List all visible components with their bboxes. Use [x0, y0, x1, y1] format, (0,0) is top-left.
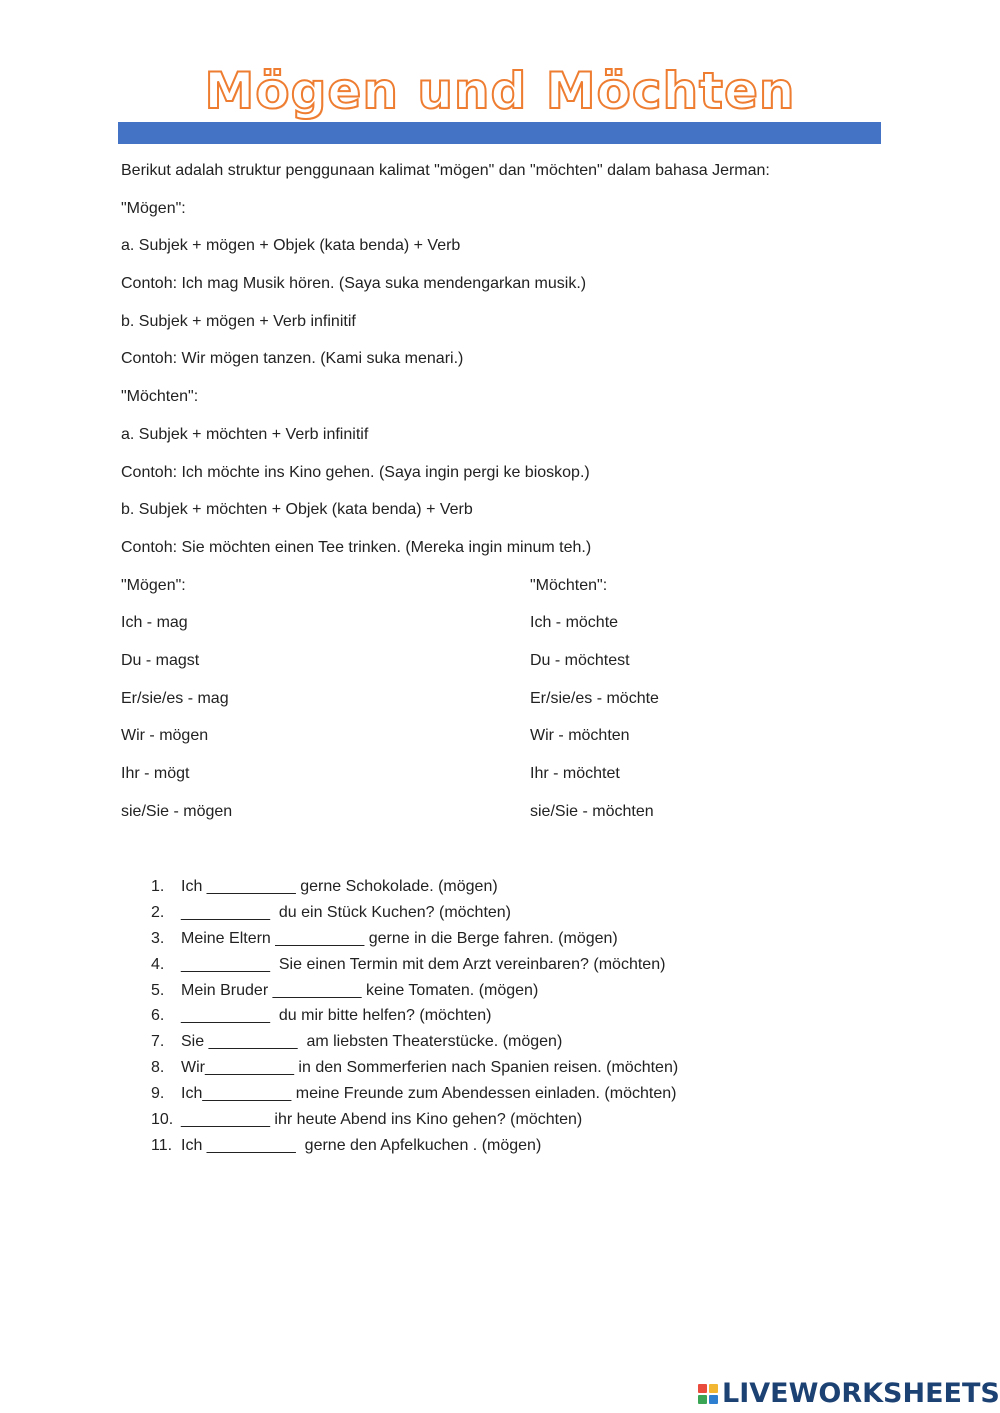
conjugation-row: sie/Sie - möchten — [530, 802, 654, 820]
conjugation-heading: "Mögen": — [121, 576, 186, 594]
exercise-list — [151, 875, 678, 1160]
conjugation-row: Ihr - möchtet — [530, 765, 620, 782]
exercise-number: 4. — [151, 955, 165, 973]
example-line: Contoh: Ich möchte ins Kino gehen. (Saya ingin pergi ke bioskop.) — [121, 463, 590, 481]
exercise-item — [151, 927, 678, 953]
exercise-text: Sie __________ am liebsten Theaterstücke. (mögen) — [181, 1033, 563, 1051]
conjugation-row: Er/sie/es - mag — [121, 689, 229, 707]
conjugation-row: Wir - mögen — [121, 727, 209, 745]
exercise-number: 6. — [151, 1007, 165, 1025]
intro-text: Berikut adalah struktur penggunaan kalimat "mögen" dan "möchten" dalam bahasa Jerman: — [121, 162, 770, 179]
logo-square-4 — [709, 1395, 718, 1404]
exercise-number: 7. — [151, 1033, 165, 1051]
exercise-item — [151, 901, 678, 927]
exercise-number: 2. — [151, 903, 165, 921]
conjugation-row: Du - möchtest — [530, 651, 630, 669]
section-heading-moechten: "Möchten": — [121, 388, 199, 406]
conjugation-row: Ihr - mögt — [121, 765, 190, 782]
exercise-item — [151, 979, 678, 1005]
exercise-item — [151, 1082, 678, 1108]
rule-line: b. Subjek + mögen + Verb infinitif — [121, 312, 356, 330]
exercise-text: Ich __________ gerne den Apfelkuchen . (mögen) — [181, 1136, 542, 1154]
exercise-number: 11. — [151, 1136, 173, 1154]
exercise-text: __________ du mir bitte helfen? (möchten) — [181, 1007, 492, 1025]
rule-line: a. Subjek + mögen + Objek (kata benda) + Verb — [121, 237, 461, 255]
rule-line: a. Subjek + möchten + Verb infinitif — [121, 425, 369, 443]
section-heading-moegen: "Mögen": — [121, 199, 186, 217]
grammar-explanation — [121, 158, 881, 836]
exercise-item — [151, 1108, 678, 1134]
example-line: Contoh: Sie möchten einen Tee trinken. (Mereka ingin minum teh.) — [121, 538, 592, 556]
exercise-text: __________ Sie einen Termin mit dem Arzt vereinbaren? (möchten) — [181, 955, 666, 973]
conjugation-row: Ich - möchte — [530, 614, 619, 632]
title-underline-bar — [118, 122, 881, 144]
conjugation-row: Wir - möchten — [530, 727, 630, 745]
exercise-text: __________ du ein Stück Kuchen? (möchten) — [181, 903, 512, 921]
exercise-item — [151, 1134, 678, 1160]
exercise-item — [151, 953, 678, 979]
exercise-number: 10. — [151, 1111, 174, 1129]
exercise-item — [151, 1030, 678, 1056]
exercise-item — [151, 1056, 678, 1082]
example-line: Contoh: Wir mögen tanzen. (Kami suka menari.) — [121, 350, 464, 368]
exercise-number: 1. — [151, 878, 165, 895]
conjugation-table — [121, 573, 881, 837]
conjugation-row: Ich - mag — [121, 614, 188, 632]
conjugation-row: Du - magst — [121, 651, 200, 669]
conjugation-row: sie/Sie - mögen — [121, 802, 233, 820]
logo-square-3 — [698, 1395, 707, 1404]
logo-square-2 — [709, 1384, 718, 1393]
conjugation-moechten-column — [530, 573, 870, 837]
exercise-number: 3. — [151, 929, 165, 947]
exercise-text: Meine Eltern __________ gerne in die Berge fahren. (mögen) — [181, 929, 618, 947]
conjugation-moegen-column — [121, 573, 530, 837]
exercise-text: __________ ihr heute Abend ins Kino gehen? (möchten) — [181, 1111, 583, 1129]
exercise-number: 5. — [151, 981, 165, 999]
example-line: Contoh: Ich mag Musik hören. (Saya suka mendengarkan musik.) — [121, 275, 587, 293]
exercise-item — [151, 1004, 678, 1030]
logo-square-1 — [698, 1384, 707, 1393]
logo-grid-icon — [698, 1384, 718, 1404]
rule-line: b. Subjek + möchten + Objek (kata benda) + Verb — [121, 501, 473, 519]
exercise-number: 9. — [151, 1085, 165, 1103]
document-title: Mögen und Möchten — [204, 62, 796, 120]
exercise-number: 8. — [151, 1059, 165, 1077]
exercise-item — [151, 875, 678, 901]
conjugation-row: Er/sie/es - möchte — [530, 689, 659, 707]
exercise-text: Wir__________ in den Sommerferien nach Spanien reisen. (möchten) — [181, 1059, 679, 1077]
exercise-text: Ich __________ gerne Schokolade. (mögen) — [181, 878, 498, 895]
liveworksheets-logo — [698, 1378, 1000, 1409]
exercise-text: Mein Bruder __________ keine Tomaten. (mögen) — [181, 981, 539, 999]
conjugation-heading: "Möchten": — [530, 576, 608, 594]
logo-text: LIVEWORKSHEETS — [722, 1378, 1000, 1409]
exercise-text: Ich__________ meine Freunde zum Abendessen einladen. (möchten) — [181, 1085, 677, 1103]
